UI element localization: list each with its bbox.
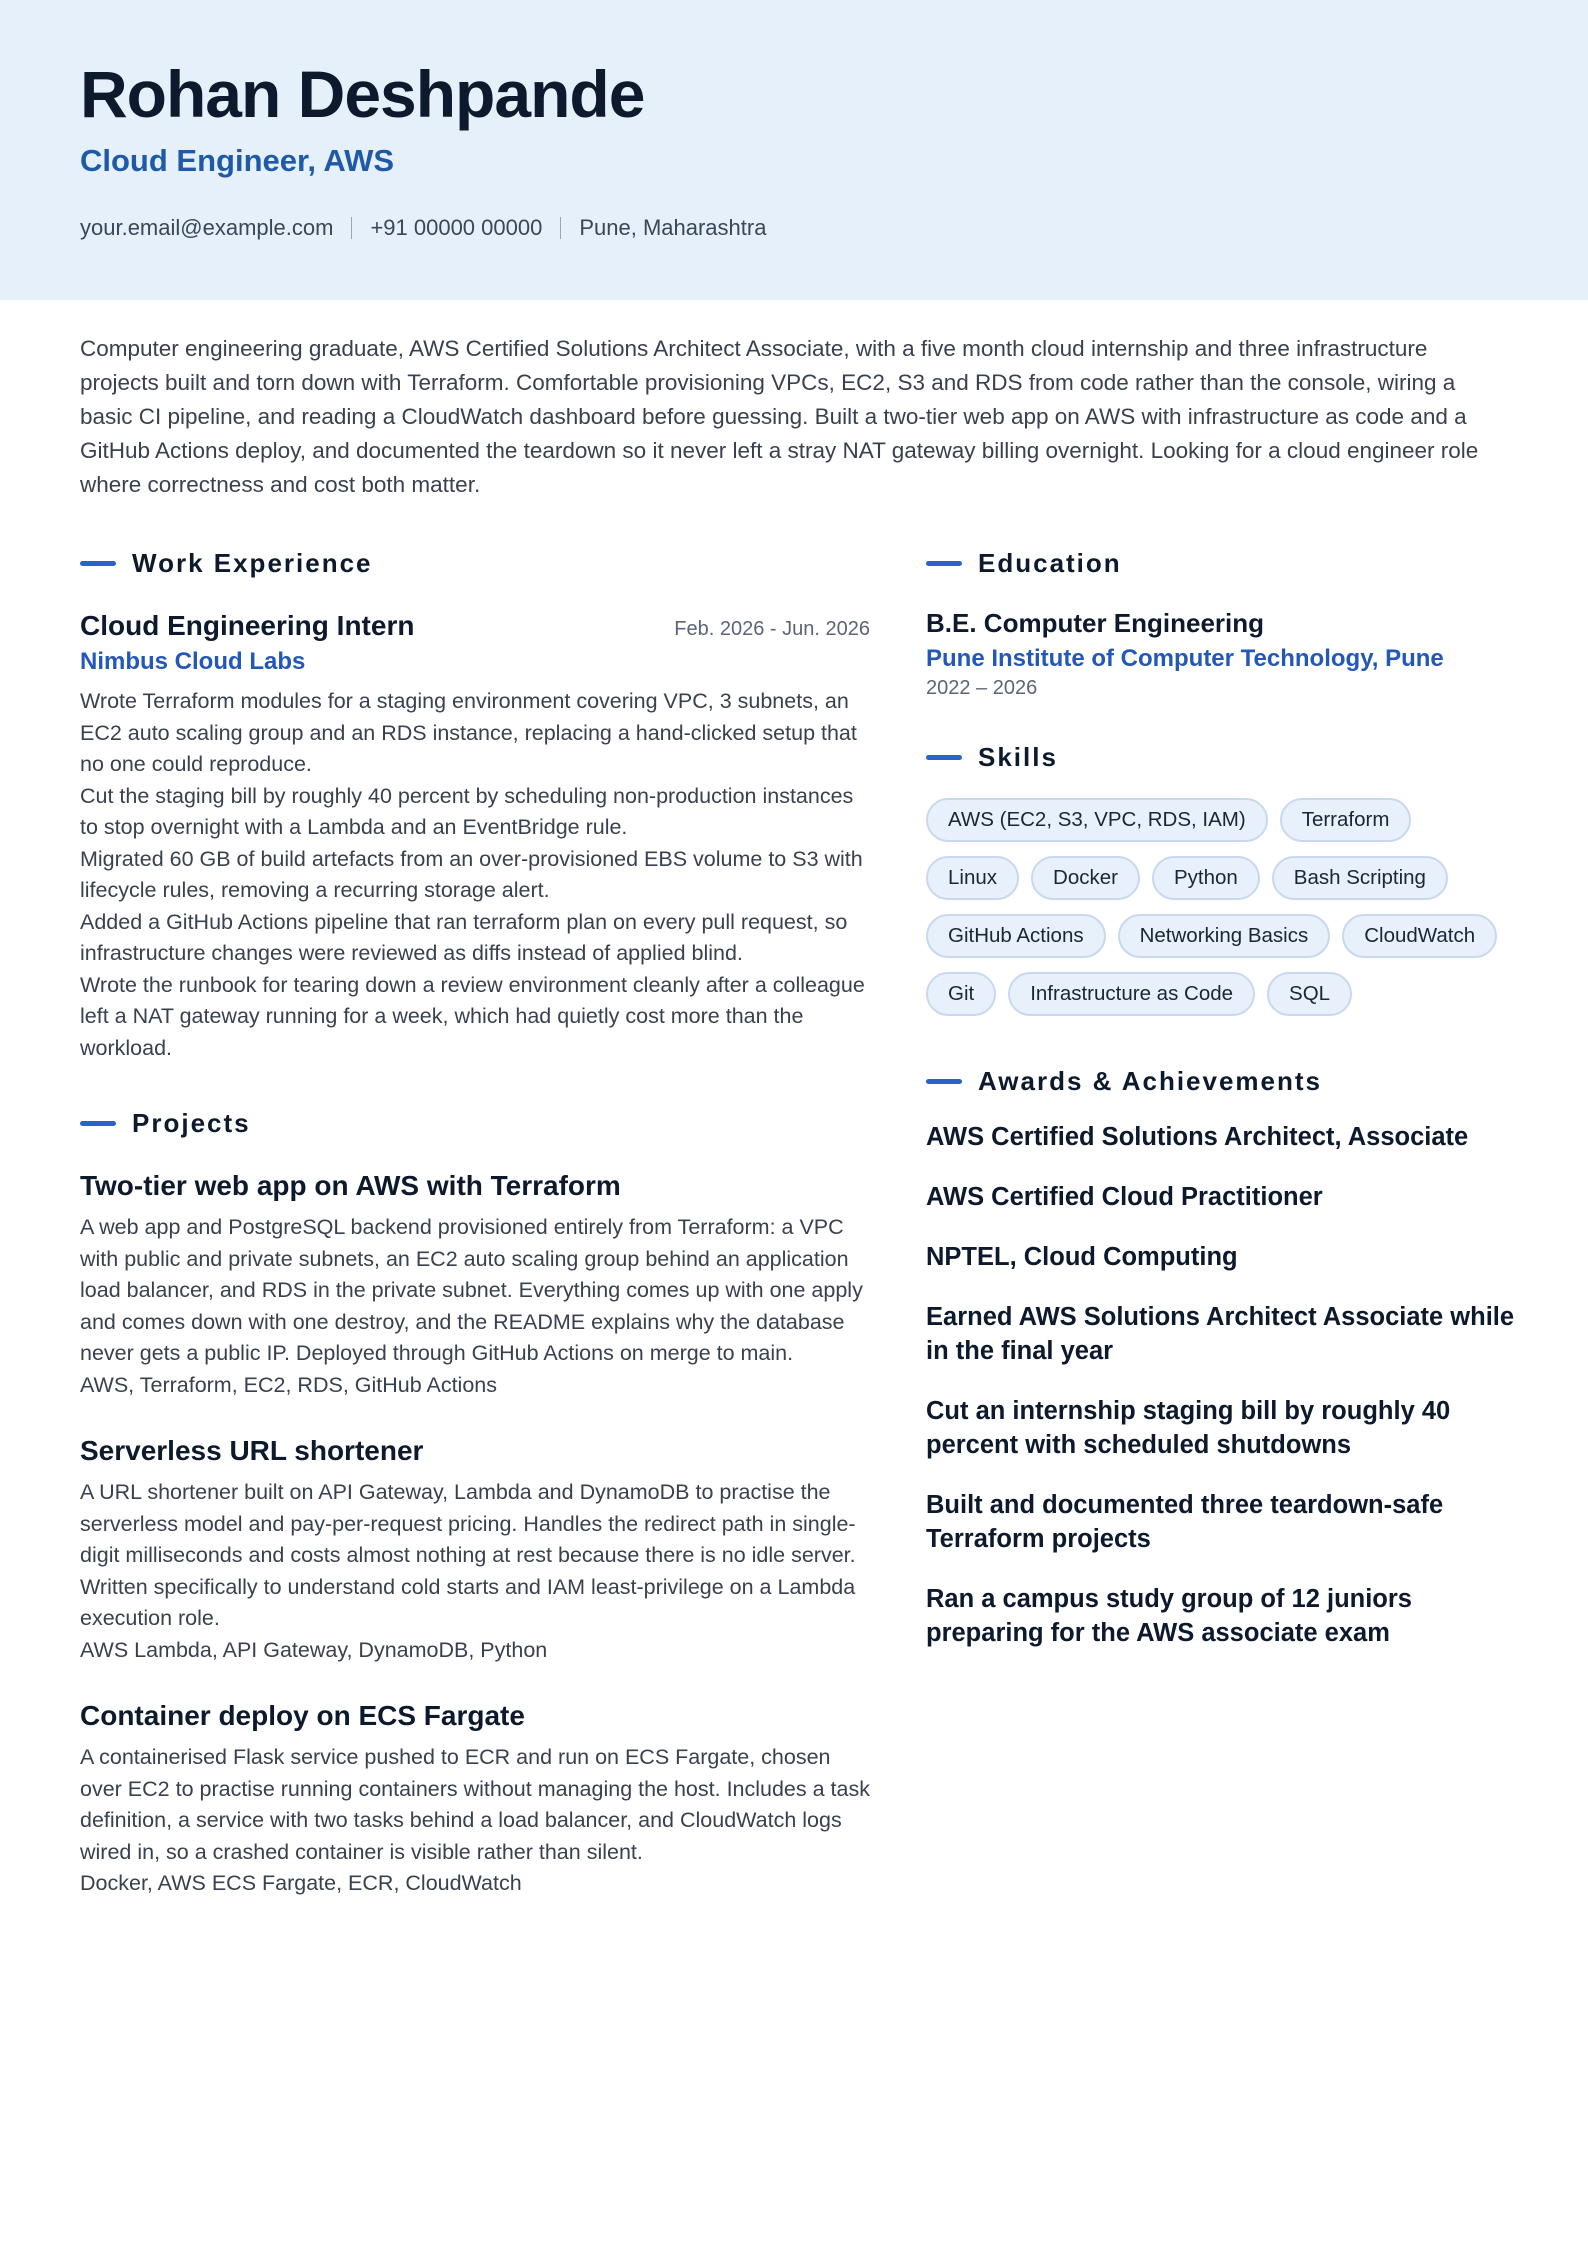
award-item: Earned AWS Solutions Architect Associate while in the final year xyxy=(926,1303,1515,1365)
education-school: Pune Institute of Computer Technology, Pune xyxy=(926,645,1444,672)
job-bullet: Added a GitHub Actions pipeline that ran terraform plan on every pull request, so infrastructure changes were reviewed as diffs instead of applied blind. xyxy=(80,909,848,965)
award-item: AWS Certified Solutions Architect, Associate xyxy=(926,1123,1469,1151)
project-tech: AWS, Terraform, EC2, RDS, GitHub Actions xyxy=(80,1372,497,1397)
section-accent-bar xyxy=(80,1121,116,1126)
section-heading-experience xyxy=(80,546,870,580)
job-company: Nimbus Cloud Labs xyxy=(80,648,306,675)
award-item: Built and documented three teardown-safe Terraform projects xyxy=(926,1491,1444,1553)
skill-chip: GitHub Actions xyxy=(926,914,1106,958)
project-entry xyxy=(80,1700,870,1900)
job-bullet: Migrated 60 GB of build artefacts from an over-provisioned EBS volume to S3 with lifecycle rules, removing a recurring storage alert. xyxy=(80,846,863,902)
section-title: Projects xyxy=(132,1107,251,1138)
skill-chip: Git xyxy=(926,972,996,1016)
job-bullet: Wrote the runbook for tearing down a review environment cleanly after a colleague left a NAT gateway running for a week, which had quietly cost more than the workload. xyxy=(80,972,865,1060)
contact-location: Pune, Maharashtra xyxy=(579,215,767,240)
education-degree: B.E. Computer Engineering xyxy=(926,608,1265,638)
award-item: Cut an internship staging bill by roughly 40 percent with scheduled shutdowns xyxy=(926,1397,1451,1459)
award-item: Ran a campus study group of 12 juniors preparing for the AWS associate exam xyxy=(926,1585,1412,1647)
project-description: A containerised Flask service pushed to ECR and run on ECS Fargate, chosen over EC2 to practise running containers without managing the host. Includes a task definition, a service with two tasks behind a load balancer, and CloudWatch logs wired in, so a crashed container is visible rather than silent. xyxy=(80,1745,870,1864)
education-years: 2022 – 2026 xyxy=(926,677,1038,699)
project-description: A web app and PostgreSQL backend provisioned entirely from Terraform: a VPC with public and private subnets, an EC2 auto scaling group behind an application load balancer, and RDS in the private subnet. Everything comes up with one apply and comes down with one destroy, and the README explains why the database never gets a public IP. Deployed through GitHub Actions on merge to main. xyxy=(80,1215,863,1365)
job-bullet: Wrote Terraform modules for a staging environment covering VPC, 3 subnets, an EC2 auto scaling group and an RDS instance, replacing a hand-clicked setup that no one could reproduce. xyxy=(80,689,857,776)
left-column xyxy=(80,546,870,1900)
section-heading-skills xyxy=(926,740,1516,774)
resume-header xyxy=(0,0,1588,300)
project-description: A URL shortener built on API Gateway, Lambda and DynamoDB to practise the serverless model and pay-per-request pricing. Handles the redirect path in single-digit milliseconds and costs almost nothing at rest because there is no idle server. Written specifically to understand cold starts and IAM least-privilege on a Lambda execution role. xyxy=(80,1480,856,1630)
skill-chip: Networking Basics xyxy=(1118,914,1331,958)
section-accent-bar xyxy=(926,1079,962,1084)
job-bullet: Cut the staging bill by roughly 40 percent by scheduling non-production instances to stop overnight with a Lambda and an EventBridge rule. xyxy=(80,783,854,839)
section-heading-projects xyxy=(80,1106,870,1140)
project-tech: AWS Lambda, API Gateway, DynamoDB, Python xyxy=(80,1637,548,1662)
right-column xyxy=(926,546,1516,1676)
contact-phone: +91 00000 00000 xyxy=(370,215,543,240)
skill-chip-list xyxy=(926,798,1506,1016)
section-accent-bar xyxy=(926,755,962,760)
job-title: Cloud Engineering Intern xyxy=(80,610,415,641)
project-title: Two-tier web app on AWS with Terraform xyxy=(80,1170,621,1201)
candidate-role: Cloud Engineer, AWS xyxy=(80,143,395,178)
section-accent-bar xyxy=(926,561,962,566)
skill-chip: AWS (EC2, S3, VPC, RDS, IAM) xyxy=(926,798,1268,842)
skill-chip: CloudWatch xyxy=(1342,914,1497,958)
skill-chip: Terraform xyxy=(1280,798,1412,842)
job-dates: Feb. 2026 - Jun. 2026 xyxy=(674,618,870,640)
summary-paragraph: Computer engineering graduate, AWS Certified Solutions Architect Associate, with a five month cloud internship and three infrastructure projects built and torn down with Terraform. Comfortable provisioning VPCs, EC2, S3 and RDS from code rather than the console, wiring a basic CI pipeline, and reading a CloudWatch dashboard before guessing. Built a two-tier web app on AWS with infrastructure as code and a GitHub Actions deploy, and documented the teardown so it never left a stray NAT gateway billing overnight. Looking for a cloud engineer role where correctness and cost both matter. xyxy=(80,336,1479,497)
project-title: Container deploy on ECS Fargate xyxy=(80,1700,525,1731)
section-heading-education xyxy=(926,546,1516,580)
contact-line xyxy=(80,212,766,244)
job-entry xyxy=(80,610,870,1064)
contact-divider xyxy=(351,217,352,239)
skill-chip: Python xyxy=(1152,856,1260,900)
skill-chip: Bash Scripting xyxy=(1272,856,1448,900)
skill-chip: Infrastructure as Code xyxy=(1008,972,1255,1016)
award-item: AWS Certified Cloud Practitioner xyxy=(926,1183,1323,1211)
candidate-name: Rohan Deshpande xyxy=(80,57,645,131)
section-title: Education xyxy=(978,547,1122,578)
skill-chip: Docker xyxy=(1031,856,1140,900)
skill-chip: SQL xyxy=(1267,972,1352,1016)
section-title: Awards & Achievements xyxy=(978,1065,1323,1096)
contact-divider xyxy=(560,217,561,239)
section-accent-bar xyxy=(80,561,116,566)
project-entry xyxy=(80,1435,870,1666)
job-bullets xyxy=(80,686,870,1064)
project-tech: Docker, AWS ECS Fargate, ECR, CloudWatch xyxy=(80,1871,522,1895)
section-title: Work Experience xyxy=(132,547,373,578)
section-heading-awards xyxy=(926,1064,1516,1098)
skill-chip: Linux xyxy=(926,856,1019,900)
project-title: Serverless URL shortener xyxy=(80,1435,424,1466)
contact-email: your.email@example.com xyxy=(80,215,334,240)
project-entry xyxy=(80,1170,870,1401)
section-title: Skills xyxy=(978,741,1058,772)
award-item: NPTEL, Cloud Computing xyxy=(926,1243,1238,1271)
awards-list xyxy=(926,1120,1516,1650)
